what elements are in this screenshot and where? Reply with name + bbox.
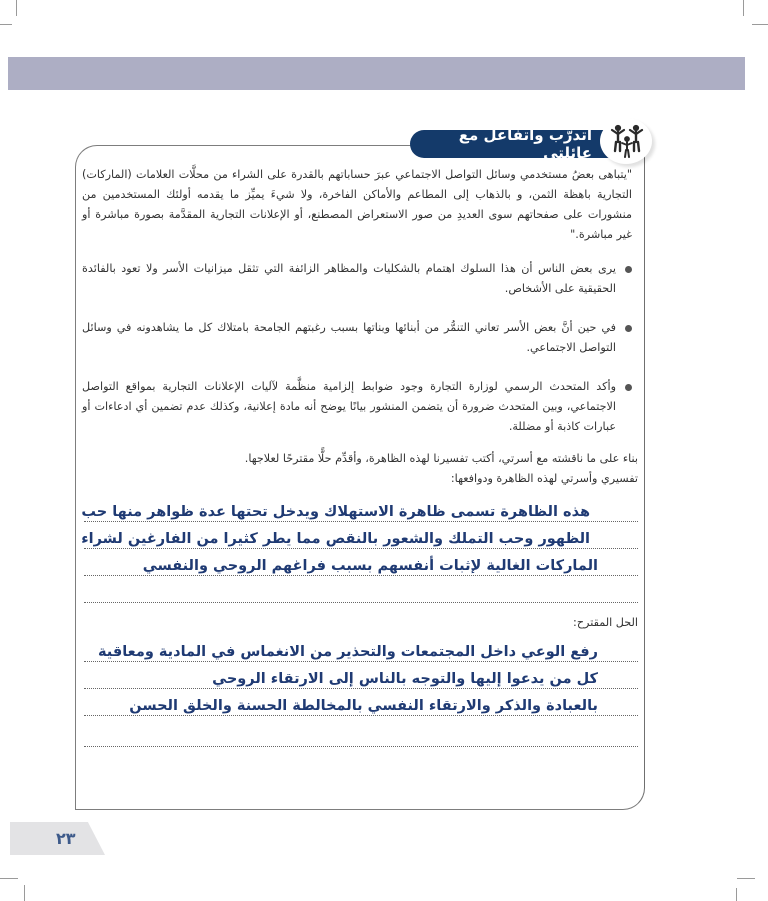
header-banner xyxy=(8,57,745,90)
crop-mark xyxy=(736,888,737,901)
bullet-icon xyxy=(625,325,632,332)
bullet-list xyxy=(82,259,638,437)
crop-mark xyxy=(752,24,768,25)
crop-mark xyxy=(0,878,18,879)
activity-icon-badge xyxy=(600,118,652,164)
activity-content xyxy=(82,165,638,747)
answer-line[interactable] xyxy=(84,635,638,662)
crop-mark xyxy=(24,885,25,901)
handwritten-answer: الماركات الغالية لإثبات أنفسهم بسبب فراغهم الروحي والنفسي xyxy=(142,558,598,574)
solution-label: الحل المقترح: xyxy=(573,616,638,629)
bullet-item: في حين أنَّ بعض الأسر تعاني التنمُّر من أبنائها وبناتها بسبب رغبتهم الجامحة بامتلاك كل ما يشاهدونه في وسائل التواصل الاجتماعي. xyxy=(82,318,638,358)
crop-mark xyxy=(743,0,744,16)
crop-mark xyxy=(16,0,17,16)
bullet-icon xyxy=(625,384,632,391)
explanation-label: تفسيري وأسرتي لهذه الظاهرة ودوافعها: xyxy=(450,472,638,485)
task-prompt: بناء على ما ناقشته مع أسرتي، أكتب تفسيرنا لهذه الظاهرة، وأقدِّم حلًّا مقترحًا لعلاجها. xyxy=(244,452,638,465)
answer-line[interactable] xyxy=(84,716,638,747)
answer-line[interactable] xyxy=(84,689,638,716)
crop-mark xyxy=(737,878,755,879)
bullet-icon xyxy=(625,266,632,273)
activity-title-badge xyxy=(410,126,622,162)
crop-mark xyxy=(0,24,12,25)
solution-answer-area[interactable] xyxy=(82,635,638,747)
bullet-item: يرى بعض الناس أن هذا السلوك اهتمام بالشكليات والمظاهر الزائفة التي تثقل ميزانيات الأسر ولا تعود بالفائدة الحقيقية على الأشخاص. xyxy=(82,259,638,299)
answer-line[interactable] xyxy=(84,549,638,576)
handwritten-answer: كل من يدعوا إليها والتوجه بالناس إلى الارتقاء الروحي xyxy=(212,671,598,687)
handwritten-answer: هذه الظاهرة تسمى ظاهرة الاستهلاك ويدخل تحتها عدة ظواهر منها حب xyxy=(81,504,590,520)
answer-line[interactable] xyxy=(81,522,638,549)
answer-line[interactable] xyxy=(84,662,638,689)
family-icon xyxy=(610,124,644,158)
explanation-answer-area[interactable] xyxy=(82,495,638,603)
handwritten-answer: الظهور وحب التملك والشعور بالنقص مما يطر كثيرا من الفارغين لشراء xyxy=(81,531,590,547)
handwritten-answer: بالعبادة والذكر والارتقاء النفسي بالمخالطة الحسنة والخلق الحسن xyxy=(129,698,598,714)
page-number: ٢٣ xyxy=(56,829,76,848)
answer-line[interactable] xyxy=(81,495,638,522)
activity-title: أتدرَّب وأتفاعل مع عائلتي xyxy=(458,126,592,162)
bullet-item: وأكد المتحدث الرسمي لوزارة التجارة وجود ضوابط إلزامية منظَّمة لآليات الإعلانات التجارية بمواقع التواصل الاجتماعي، وبين المتحدث ضرورة أن يتضمن المنشور بيانًا يوضح أنه مادة إعلانية، وكذلك عدم تضمين أي ادعاءات أو عبارات كاذبة أو مضللة. xyxy=(82,377,638,437)
handwritten-answer: رفع الوعي داخل المجتمعات والتحذير من الانغماس في المادية ومعاقية xyxy=(98,644,598,660)
passage-text: "يتباهى بعضُ مستخدمي وسائل التواصل الاجتماعي عبرَ حساباتهم بالقدرة على الشراء من محلَّات العلامات (الماركات) التجارية باهظة الثمن، و بالذهاب إلى المطاعم والأماكن الفاخرة، ولا شيءَ يميِّز ما يقدمه أولئك المستخدمين من منشورات على صفحاتهم سوى العديدِ من صور الاستعراض المصطنع، أو الإعلانات التجارية المقدَّمة بصورة مباشرة أو غير مباشرة." xyxy=(82,168,632,241)
answer-line[interactable] xyxy=(84,576,638,603)
